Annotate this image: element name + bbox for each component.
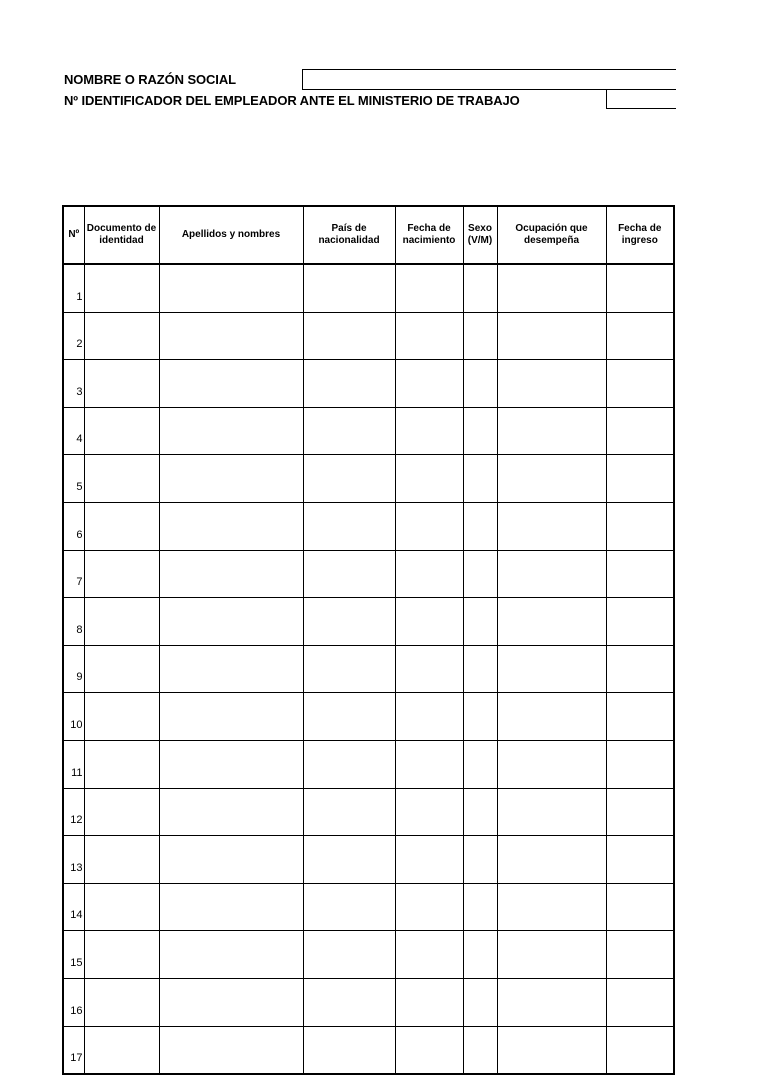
- start-date-cell[interactable]: [606, 740, 674, 788]
- birth-date-cell[interactable]: [395, 740, 463, 788]
- column-header-nationality: País de nacionalidad: [303, 206, 395, 264]
- nationality-cell[interactable]: [303, 978, 395, 1026]
- id-document-cell[interactable]: [84, 598, 159, 646]
- occupation-cell[interactable]: [497, 645, 606, 693]
- id-document-cell[interactable]: [84, 407, 159, 455]
- start-date-cell[interactable]: [606, 883, 674, 931]
- row-number: 1: [63, 264, 84, 312]
- id-document-cell[interactable]: [84, 978, 159, 1026]
- sex-cell[interactable]: [463, 693, 497, 741]
- full-name-cell[interactable]: [159, 788, 303, 836]
- occupation-cell[interactable]: [497, 550, 606, 598]
- occupation-cell[interactable]: [497, 360, 606, 408]
- start-date-cell[interactable]: [606, 645, 674, 693]
- table-row: [63, 931, 674, 979]
- table-row: [63, 312, 674, 360]
- birth-date-cell[interactable]: [395, 502, 463, 550]
- column-header-start-date: Fecha de ingreso: [606, 206, 674, 264]
- sex-cell[interactable]: [463, 931, 497, 979]
- full-name-cell[interactable]: [159, 693, 303, 741]
- table-row: [63, 836, 674, 884]
- full-name-cell[interactable]: [159, 883, 303, 931]
- nationality-cell[interactable]: [303, 360, 395, 408]
- nationality-cell[interactable]: [303, 407, 395, 455]
- id-document-cell[interactable]: [84, 645, 159, 693]
- company-name-field[interactable]: [302, 69, 676, 90]
- row-number: 4: [63, 407, 84, 455]
- birth-date-cell[interactable]: [395, 598, 463, 646]
- start-date-cell[interactable]: [606, 598, 674, 646]
- full-name-cell[interactable]: [159, 978, 303, 1026]
- id-document-cell[interactable]: [84, 312, 159, 360]
- birth-date-cell[interactable]: [395, 360, 463, 408]
- birth-date-cell[interactable]: [395, 693, 463, 741]
- start-date-cell[interactable]: [606, 407, 674, 455]
- start-date-cell[interactable]: [606, 455, 674, 503]
- birth-date-cell[interactable]: [395, 1026, 463, 1074]
- row-number: 5: [63, 455, 84, 503]
- birth-date-cell[interactable]: [395, 645, 463, 693]
- nationality-cell[interactable]: [303, 740, 395, 788]
- full-name-cell[interactable]: [159, 502, 303, 550]
- row-number: 15: [63, 931, 84, 979]
- sex-cell[interactable]: [463, 407, 497, 455]
- table-row: [63, 1026, 674, 1074]
- nationality-cell[interactable]: [303, 931, 395, 979]
- sex-cell[interactable]: [463, 455, 497, 503]
- birth-date-cell[interactable]: [395, 931, 463, 979]
- full-name-cell[interactable]: [159, 360, 303, 408]
- birth-date-cell[interactable]: [395, 455, 463, 503]
- sex-cell[interactable]: [463, 645, 497, 693]
- nationality-cell[interactable]: [303, 693, 395, 741]
- occupation-cell[interactable]: [497, 1026, 606, 1074]
- sex-cell[interactable]: [463, 740, 497, 788]
- nationality-cell[interactable]: [303, 264, 395, 312]
- table-row: [63, 264, 674, 312]
- id-document-cell[interactable]: [84, 502, 159, 550]
- full-name-cell[interactable]: [159, 645, 303, 693]
- sex-cell[interactable]: [463, 264, 497, 312]
- row-number: 3: [63, 360, 84, 408]
- birth-date-cell[interactable]: [395, 264, 463, 312]
- id-document-cell[interactable]: [84, 836, 159, 884]
- sex-cell[interactable]: [463, 312, 497, 360]
- column-header-occupation: Ocupación que desempeña: [497, 206, 606, 264]
- nationality-cell[interactable]: [303, 836, 395, 884]
- table-row: [63, 407, 674, 455]
- row-number: 8: [63, 598, 84, 646]
- nationality-cell[interactable]: [303, 455, 395, 503]
- start-date-cell[interactable]: [606, 693, 674, 741]
- table-row: [63, 502, 674, 550]
- sex-cell[interactable]: [463, 978, 497, 1026]
- id-document-cell[interactable]: [84, 788, 159, 836]
- employee-register-table: [62, 205, 675, 1075]
- start-date-cell[interactable]: [606, 978, 674, 1026]
- row-number: 17: [63, 1026, 84, 1074]
- occupation-cell[interactable]: [497, 931, 606, 979]
- occupation-cell[interactable]: [497, 264, 606, 312]
- nationality-cell[interactable]: [303, 550, 395, 598]
- birth-date-cell[interactable]: [395, 836, 463, 884]
- id-document-cell[interactable]: [84, 264, 159, 312]
- table-row: [63, 550, 674, 598]
- full-name-cell[interactable]: [159, 264, 303, 312]
- start-date-cell[interactable]: [606, 360, 674, 408]
- start-date-cell[interactable]: [606, 931, 674, 979]
- full-name-cell[interactable]: [159, 455, 303, 503]
- sex-cell[interactable]: [463, 883, 497, 931]
- full-name-cell[interactable]: [159, 598, 303, 646]
- nationality-cell[interactable]: [303, 1026, 395, 1074]
- nationality-cell[interactable]: [303, 598, 395, 646]
- id-document-cell[interactable]: [84, 740, 159, 788]
- full-name-cell[interactable]: [159, 836, 303, 884]
- full-name-cell[interactable]: [159, 407, 303, 455]
- id-document-cell[interactable]: [84, 455, 159, 503]
- row-number: 14: [63, 883, 84, 931]
- row-number: 6: [63, 502, 84, 550]
- full-name-cell[interactable]: [159, 740, 303, 788]
- sex-cell[interactable]: [463, 1026, 497, 1074]
- table-row: [63, 978, 674, 1026]
- id-document-cell[interactable]: [84, 550, 159, 598]
- start-date-cell[interactable]: [606, 312, 674, 360]
- table-row: [63, 740, 674, 788]
- table-row: [63, 883, 674, 931]
- column-header-number: Nº: [63, 206, 84, 264]
- nationality-cell[interactable]: [303, 312, 395, 360]
- table-body: [63, 264, 674, 1074]
- birth-date-cell[interactable]: [395, 550, 463, 598]
- nationality-cell[interactable]: [303, 788, 395, 836]
- occupation-cell[interactable]: [497, 312, 606, 360]
- full-name-cell[interactable]: [159, 550, 303, 598]
- occupation-cell[interactable]: [497, 693, 606, 741]
- birth-date-cell[interactable]: [395, 978, 463, 1026]
- column-header-sex: Sexo (V/M): [463, 206, 497, 264]
- employer-id-label: Nº IDENTIFICADOR DEL EMPLEADOR ANTE EL MINISTERIO DE TRABAJO: [64, 93, 520, 108]
- row-number: 13: [63, 836, 84, 884]
- occupation-cell[interactable]: [497, 598, 606, 646]
- start-date-cell[interactable]: [606, 788, 674, 836]
- occupation-cell[interactable]: [497, 883, 606, 931]
- row-number: 16: [63, 978, 84, 1026]
- row-number: 12: [63, 788, 84, 836]
- birth-date-cell[interactable]: [395, 312, 463, 360]
- employer-id-field[interactable]: [606, 89, 676, 109]
- sex-cell[interactable]: [463, 360, 497, 408]
- nationality-cell[interactable]: [303, 502, 395, 550]
- sex-cell[interactable]: [463, 788, 497, 836]
- row-number: 2: [63, 312, 84, 360]
- column-header-id-document: Documento de identidad: [84, 206, 159, 264]
- table-row: [63, 360, 674, 408]
- start-date-cell[interactable]: [606, 550, 674, 598]
- table-row: [63, 693, 674, 741]
- table-row: [63, 645, 674, 693]
- sex-cell[interactable]: [463, 550, 497, 598]
- sex-cell[interactable]: [463, 836, 497, 884]
- sex-cell[interactable]: [463, 598, 497, 646]
- nationality-cell[interactable]: [303, 645, 395, 693]
- table-row: [63, 788, 674, 836]
- birth-date-cell[interactable]: [395, 883, 463, 931]
- occupation-cell[interactable]: [497, 978, 606, 1026]
- row-number: 10: [63, 693, 84, 741]
- occupation-cell[interactable]: [497, 836, 606, 884]
- full-name-cell[interactable]: [159, 931, 303, 979]
- birth-date-cell[interactable]: [395, 407, 463, 455]
- sex-cell[interactable]: [463, 502, 497, 550]
- column-header-birth-date: Fecha de nacimiento: [395, 206, 463, 264]
- id-document-cell[interactable]: [84, 883, 159, 931]
- table-row: [63, 455, 674, 503]
- start-date-cell[interactable]: [606, 502, 674, 550]
- company-name-label: NOMBRE O RAZÓN SOCIAL: [64, 72, 236, 87]
- occupation-cell[interactable]: [497, 788, 606, 836]
- column-header-full-name: Apellidos y nombres: [159, 206, 303, 264]
- row-number: 9: [63, 645, 84, 693]
- birth-date-cell[interactable]: [395, 788, 463, 836]
- start-date-cell[interactable]: [606, 264, 674, 312]
- full-name-cell[interactable]: [159, 1026, 303, 1074]
- id-document-cell[interactable]: [84, 360, 159, 408]
- occupation-cell[interactable]: [497, 407, 606, 455]
- start-date-cell[interactable]: [606, 836, 674, 884]
- occupation-cell[interactable]: [497, 502, 606, 550]
- id-document-cell[interactable]: [84, 693, 159, 741]
- start-date-cell[interactable]: [606, 1026, 674, 1074]
- full-name-cell[interactable]: [159, 312, 303, 360]
- id-document-cell[interactable]: [84, 1026, 159, 1074]
- occupation-cell[interactable]: [497, 740, 606, 788]
- row-number: 11: [63, 740, 84, 788]
- id-document-cell[interactable]: [84, 931, 159, 979]
- table-row: [63, 598, 674, 646]
- occupation-cell[interactable]: [497, 455, 606, 503]
- row-number: 7: [63, 550, 84, 598]
- nationality-cell[interactable]: [303, 883, 395, 931]
- table-header-row: [63, 206, 674, 264]
